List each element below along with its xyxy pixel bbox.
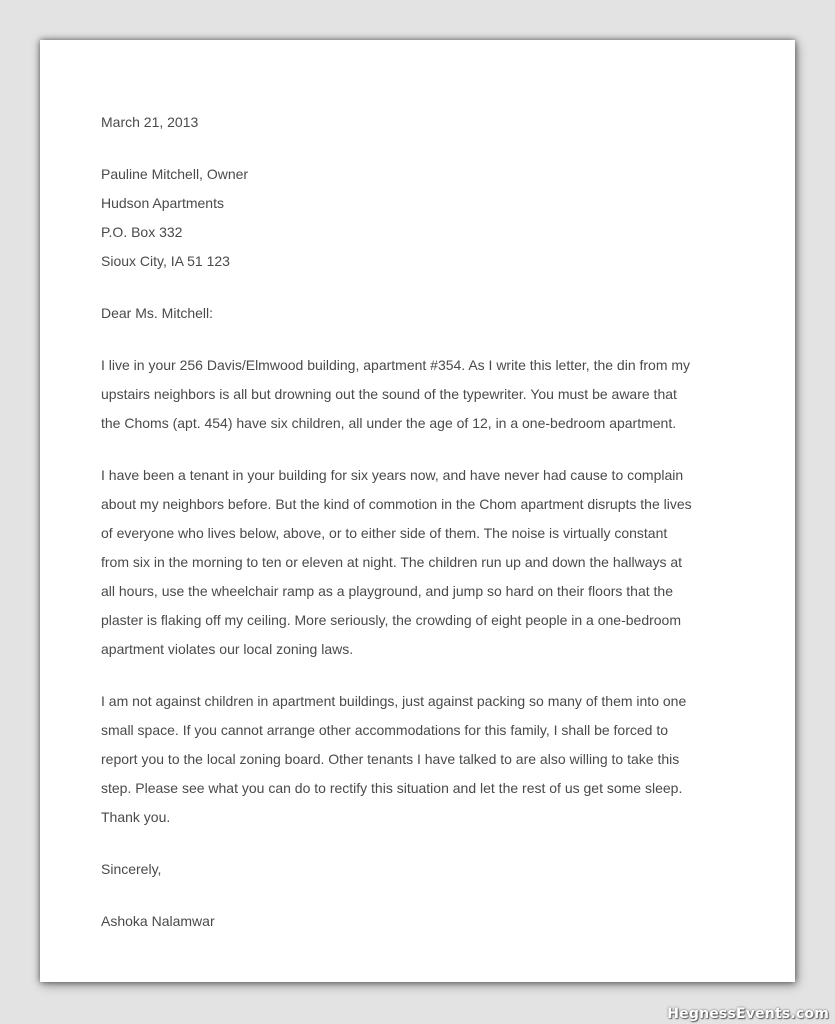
paragraph-line: I have been a tenant in your building for six years now, and have never had cause to complain [101, 467, 684, 483]
letter-page [40, 40, 795, 982]
paragraph-3 [101, 687, 701, 832]
paragraph-2 [101, 461, 701, 664]
salutation [101, 299, 701, 328]
paragraph-line: I am not against children in apartment buildings, just against packing so many of them into one [101, 693, 687, 709]
signature [101, 907, 701, 936]
closing-text: Sincerely, [101, 861, 162, 877]
date-text: March 21, 2013 [101, 114, 199, 130]
recipient-name: Pauline Mitchell, Owner [101, 166, 249, 182]
signature-name: Ashoka Nalamwar [101, 913, 215, 929]
paragraph-1 [101, 351, 701, 438]
paragraph-line: the Choms (apt. 454) have six children, all under the age of 12, in a one-bedroom apartment. [101, 415, 677, 431]
salutation-text: Dear Ms. Mitchell: [101, 305, 214, 321]
letter-body [101, 108, 701, 936]
paragraph-line: apartment violates our local zoning laws. [101, 641, 354, 657]
paragraph-line: report you to the local zoning board. Other tenants I have talked to are also willing to take this [101, 751, 680, 767]
site-watermark: HegnessEvents.com [667, 1006, 829, 1022]
paragraph-line: from six in the morning to ten or eleven at night. The children run up and down the hallways at [101, 554, 683, 570]
paragraph-line: of everyone who lives below, above, or to either side of them. The noise is virtually constant [101, 525, 668, 541]
paragraph-line: I live in your 256 Davis/Elmwood building, apartment #354. As I write this letter, the din from my [101, 357, 691, 373]
recipient-company: Hudson Apartments [101, 195, 224, 211]
recipient-city: Sioux City, IA 51 123 [101, 253, 230, 269]
letter-date [101, 108, 701, 137]
closing [101, 855, 701, 884]
paragraph-line: Thank you. [101, 809, 171, 825]
recipient-address [101, 160, 701, 276]
paragraph-line: upstairs neighbors is all but drowning out the sound of the typewriter. You must be aware that [101, 386, 677, 402]
paragraph-line: plaster is flaking off my ceiling. More seriously, the crowding of eight people in a one-bedroom [101, 612, 682, 628]
paragraph-line: small space. If you cannot arrange other accommodations for this family, I shall be forced to [101, 722, 669, 738]
paragraph-line: about my neighbors before. But the kind of commotion in the Chom apartment disrupts the lives [101, 496, 692, 512]
paragraph-line: all hours, use the wheelchair ramp as a playground, and jump so hard on their floors that the [101, 583, 673, 599]
paragraph-line: step. Please see what you can do to rectify this situation and let the rest of us get some sleep. [101, 780, 683, 796]
recipient-po-box: P.O. Box 332 [101, 224, 183, 240]
